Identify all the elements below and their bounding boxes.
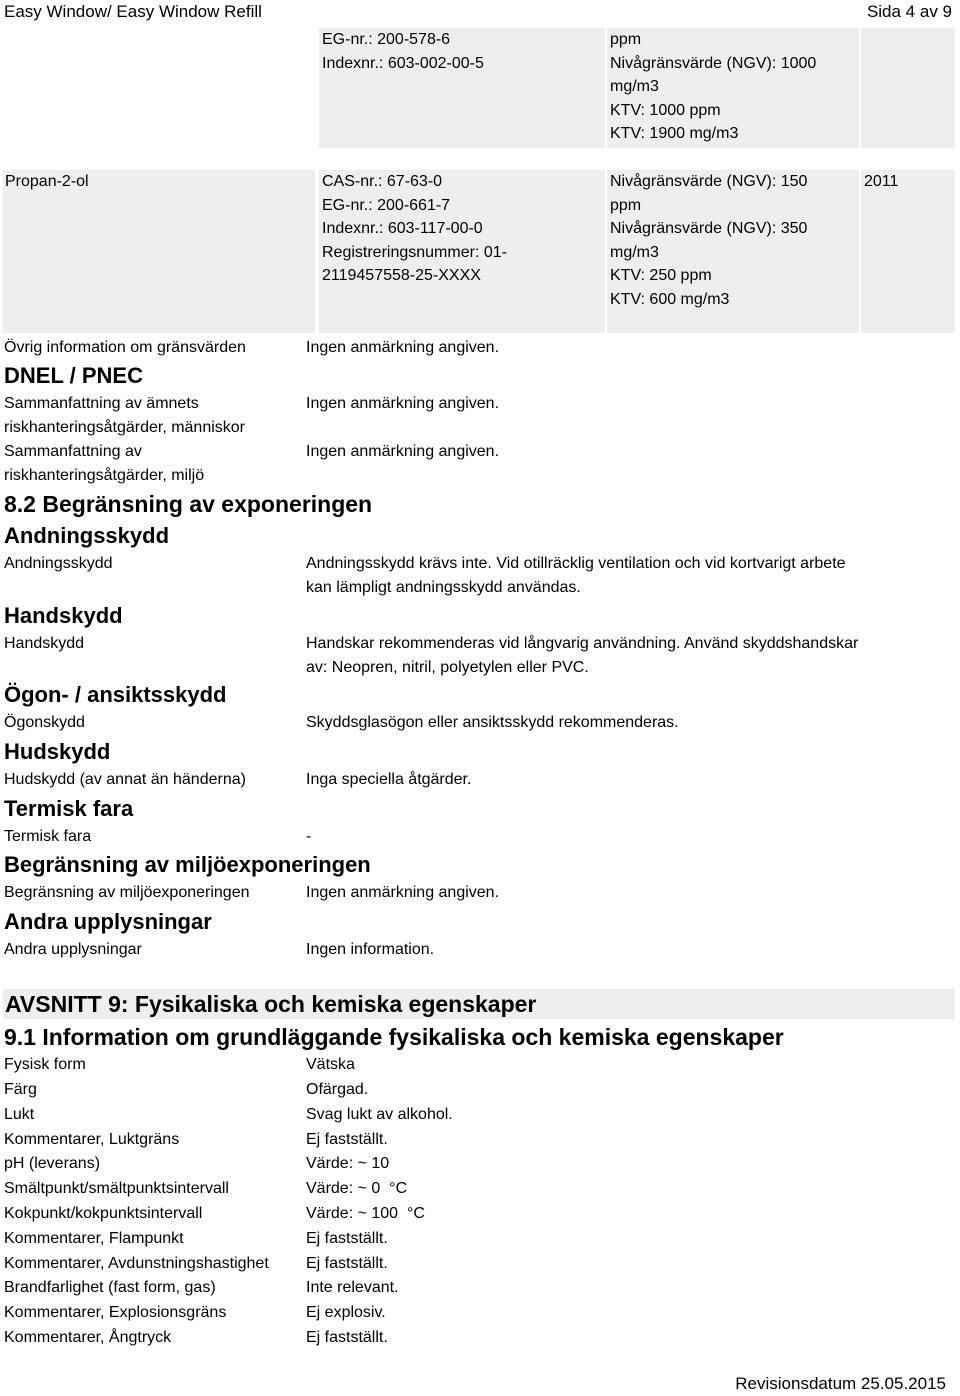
limit-line: Nivågränsvärde (NGV): 1000 — [610, 54, 817, 72]
property-label: Lukt — [4, 1106, 35, 1123]
dnel-env-value: Ingen anmärkning angiven. — [306, 443, 500, 460]
hand-heading: Handskydd — [4, 603, 123, 628]
limit-line: KTV: 1000 ppm — [610, 101, 721, 119]
property-value: Ej explosiv. — [306, 1304, 386, 1321]
termisk-value: - — [306, 828, 312, 845]
identifier-cell — [319, 170, 605, 333]
hud-value: Inga speciella åtgärder. — [306, 771, 472, 788]
property-value: Ej fastställt. — [306, 1255, 388, 1272]
andning-label: Andningsskydd — [4, 555, 113, 572]
property-value: Värde: ~ 100 °C — [306, 1205, 425, 1222]
dnel-human-label-cont: riskhanteringsåtgärder, människor — [4, 418, 246, 436]
limit-line: Nivågränsvärde (NGV): 150 — [610, 173, 808, 190]
andning-value: Andningsskydd krävs inte. Vid otillräcklig ventilation och vid kortvarigt arbete — [306, 555, 846, 572]
property-label: Kokpunkt/kokpunktsintervall — [4, 1205, 203, 1222]
property-value: Ej fastställt. — [306, 1131, 388, 1148]
substance-cell — [3, 170, 315, 333]
andning-heading: Andningsskydd — [4, 523, 170, 548]
andning-value-cont: kan lämpligt andningsskydd användas. — [306, 578, 581, 596]
ogon-heading: Ögon- / ansiktsskydd — [4, 682, 227, 707]
ovrig-label: Övrig information om gränsvärden — [4, 339, 246, 356]
limit-line: mg/m3 — [610, 78, 659, 95]
property-label: Fysisk form — [4, 1056, 86, 1073]
document-title: Easy Window/ Easy Window Refill — [4, 2, 262, 21]
limit-line: KTV: 1900 mg/m3 — [610, 125, 739, 142]
property-value: Vätska — [306, 1056, 355, 1073]
miljo-value: Ingen anmärkning angiven. — [306, 884, 500, 901]
index-number: Indexnr.: 603-002-00-5 — [322, 54, 484, 72]
property-value: Inte relevant. — [306, 1279, 399, 1296]
property-label: Kommentarer, Avdunstningshastighet — [4, 1255, 269, 1272]
hud-heading: Hudskydd — [4, 739, 111, 764]
registration-number-cont: 2119457558-25-XXXX — [322, 267, 481, 284]
index-number: Indexnr.: 603-117-00-0 — [322, 220, 483, 237]
property-value: Värde: ~ 0 °C — [306, 1180, 408, 1197]
section-9-heading: AVSNITT 9: Fysikaliska och kemiska egenskaper — [3, 989, 955, 1019]
limit-line: ppm — [610, 31, 642, 48]
property-value: Ej fastställt. — [306, 1230, 388, 1247]
cas-number: CAS-nr.: 67-63-0 — [322, 173, 443, 190]
property-value: Svag lukt av alkohol. — [306, 1106, 453, 1123]
eg-number: EG-nr.: 200-578-6 — [322, 31, 451, 48]
ogon-value: Skyddsglasögon eller ansiktsskydd rekommenderas. — [306, 714, 679, 731]
year-cell-continued — [861, 28, 955, 148]
dnel-env-label: Sammanfattning av — [4, 443, 142, 460]
dnel-env-label-cont: riskhanteringsåtgärder, miljö — [4, 466, 205, 484]
property-label: Färg — [4, 1081, 37, 1098]
limits-cell — [607, 170, 859, 333]
andra-label: Andra upplysningar — [4, 941, 142, 958]
ogon-label: Ögonskydd — [4, 714, 85, 731]
hand-value-cont: av: Neopren, nitril, polyetylen eller PVC. — [306, 658, 589, 676]
termisk-heading: Termisk fara — [4, 796, 134, 821]
limit-line: mg/m3 — [610, 243, 659, 261]
property-label: pH (leverans) — [4, 1155, 101, 1172]
property-value: Ej fastställt. — [306, 1329, 388, 1346]
substance-name: Propan-2-ol — [5, 173, 89, 190]
property-label: Brandfarlighet (fast form, gas) — [4, 1279, 216, 1296]
eg-number: EG-nr.: 200-661-7 — [322, 196, 451, 214]
property-label: Kommentarer, Flampunkt — [4, 1230, 184, 1247]
revision-date: Revisionsdatum 25.05.2015 — [735, 1374, 946, 1393]
limit-line: KTV: 600 mg/m3 — [610, 290, 730, 308]
registration-number: Registreringsnummer: 01- — [322, 243, 507, 261]
dnel-human-label: Sammanfattning av ämnets — [4, 395, 199, 412]
dnel-human-value: Ingen anmärkning angiven. — [306, 395, 500, 412]
hand-value: Handskar rekommenderas vid långvarig användning. Använd skyddshandskar — [306, 635, 859, 652]
year-cell — [861, 170, 955, 333]
hud-label: Hudskydd (av annat än händerna) — [4, 771, 246, 788]
termisk-label: Termisk fara — [4, 828, 92, 845]
section-8-2-heading: 8.2 Begränsning av exponeringen — [4, 491, 373, 517]
dnel-heading: DNEL / PNEC — [4, 363, 143, 388]
year-value: 2011 — [864, 173, 899, 190]
property-label: Kommentarer, Explosionsgräns — [4, 1304, 227, 1321]
limit-line: ppm — [610, 196, 642, 214]
limit-line: KTV: 250 ppm — [610, 267, 712, 284]
property-label: Smältpunkt/smältpunktsintervall — [4, 1180, 229, 1197]
limits-cell-continued — [607, 28, 859, 148]
limit-line: Nivågränsvärde (NGV): 350 — [610, 220, 808, 237]
miljo-heading: Begränsning av miljöexponeringen — [4, 852, 371, 877]
property-value: Värde: ~ 10 — [306, 1155, 390, 1172]
page-number: Sida 4 av 9 — [866, 2, 952, 21]
hand-label: Handskydd — [4, 635, 85, 652]
ovrig-value: Ingen anmärkning angiven. — [306, 339, 500, 356]
property-label: Kommentarer, Ångtryck — [4, 1329, 172, 1346]
andra-heading: Andra upplysningar — [4, 909, 212, 934]
identifier-cell-continued — [319, 28, 605, 148]
property-value: Ofärgad. — [306, 1081, 369, 1098]
section-9-1-heading: 9.1 Information om grundläggande fysikaliska och kemiska egenskaper — [4, 1024, 784, 1050]
andra-value: Ingen information. — [306, 941, 435, 958]
property-label: Kommentarer, Luktgräns — [4, 1131, 180, 1148]
miljo-label: Begränsning av miljöexponeringen — [4, 884, 250, 901]
